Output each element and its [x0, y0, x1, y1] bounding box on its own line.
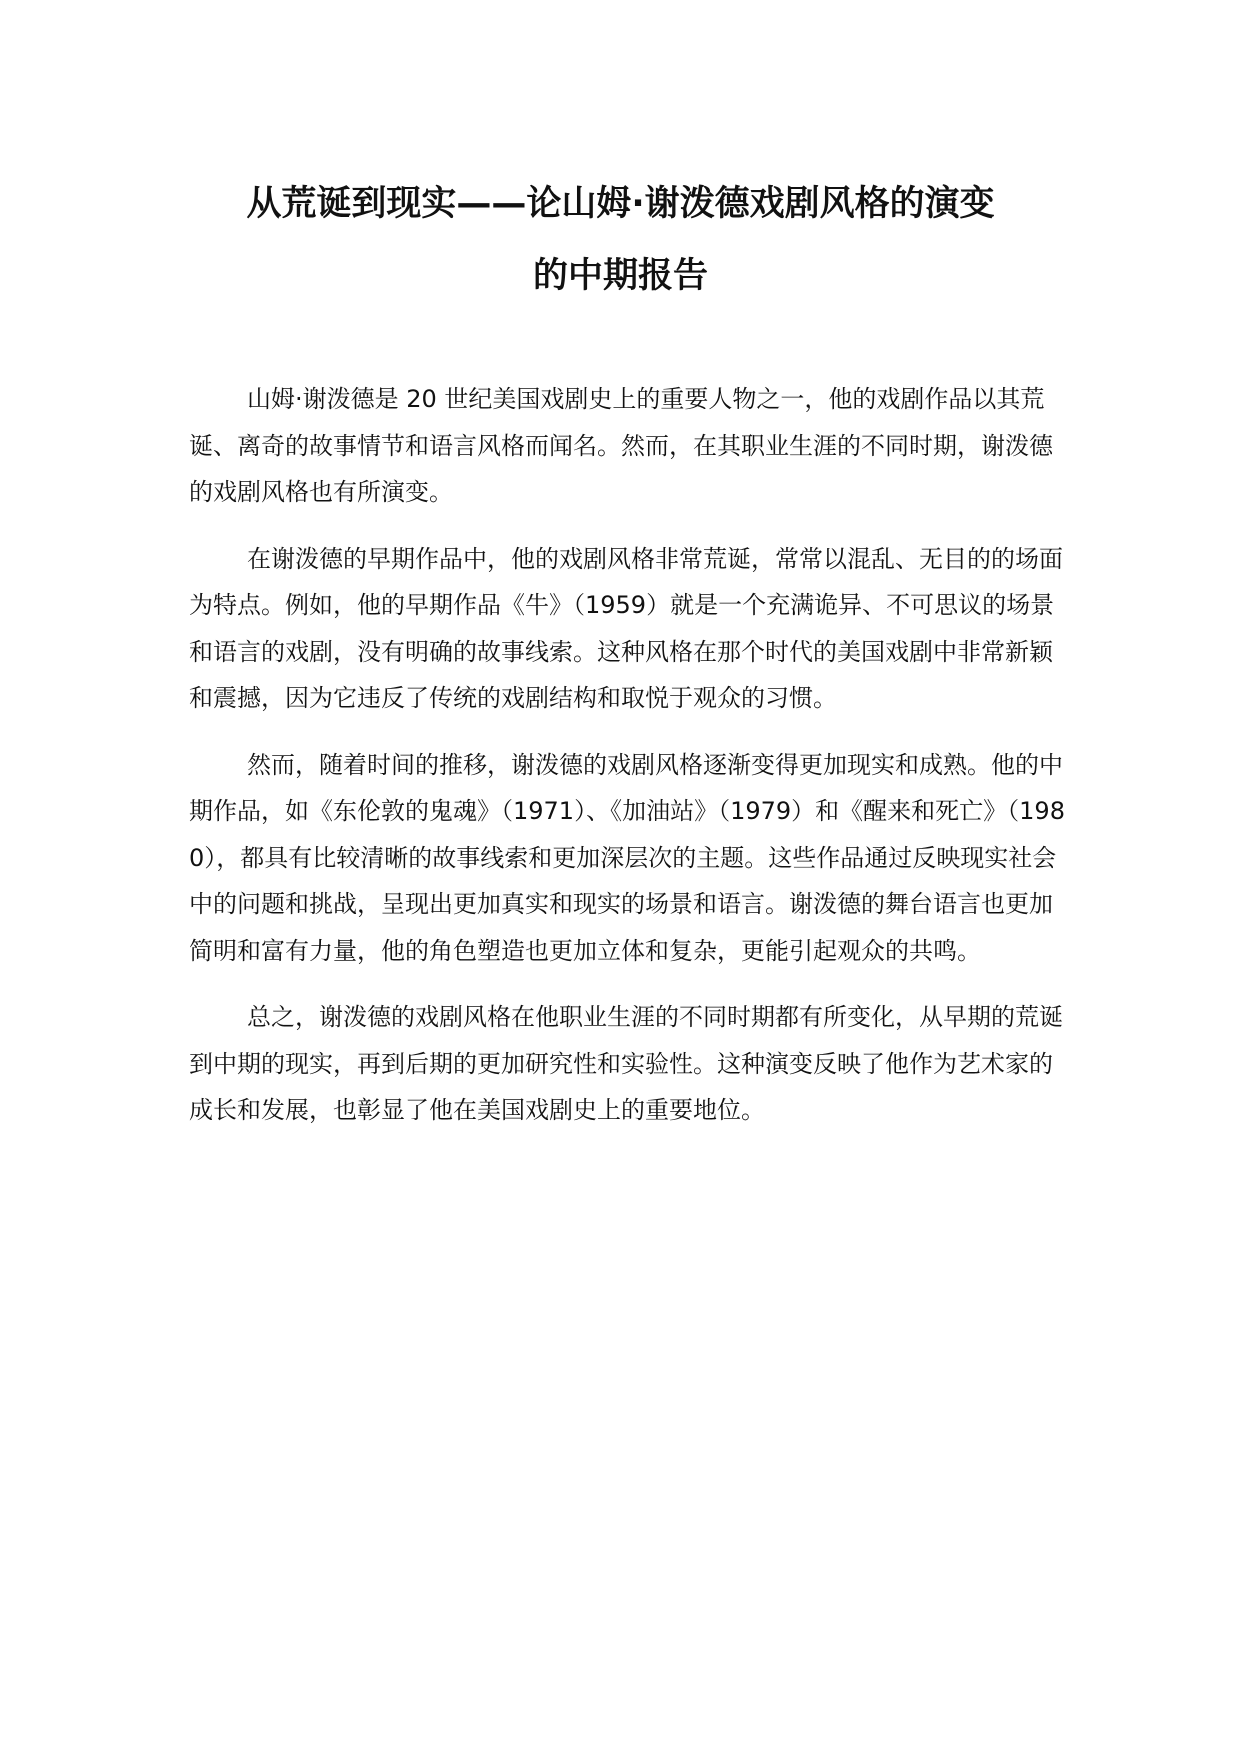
- document-title: [150, 168, 1091, 312]
- title-line-1: 从荒诞到现实——论山姆·谢泼德戏剧风格的演变: [246, 184, 995, 224]
- paragraph-2: 在谢泼德的早期作品中，他的戏剧风格非常荒诞，常常以混乱、无目的的场面为特点。例如，他的早期作品《牛》（1959）就是一个充满诡异、不可思议的场景和语言的戏剧，没有明确的故事线索。这种风格在那个时代的美国戏剧中非常新颖和震撼，因为它违反了传统的戏剧结构和取悦于观众的习惯。: [189, 544, 1063, 712]
- paragraph-4: 总之，谢泼德的戏剧风格在他职业生涯的不同时期都有所变化，从早期的荒诞到中期的现实，再到后期的更加研究性和实验性。这种演变反映了他作为艺术家的成长和发展，也彰显了他在美国戏剧史上的重要地位。: [189, 1003, 1063, 1124]
- document-body: [189, 376, 1069, 1154]
- paragraph-3: 然而，随着时间的推移，谢泼德的戏剧风格逐渐变得更加现实和成熟。他的中期作品，如《东伦敦的鬼魂》（1971）、《加油站》（1979）和《醒来和死亡》（1980），都具有比较清晰的故事线索和更加深层次的主题。这些作品通过反映现实社会中的问题和挑战，呈现出更加真实和现实的场景和语言。谢泼德的舞台语言也更加简明和富有力量，他的角色塑造也更加立体和复杂，更能引起观众的共鸣。: [189, 750, 1065, 965]
- paragraph-1: 山姆·谢泼德是 20 世纪美国戏剧史上的重要人物之一，他的戏剧作品以其荒诞、离奇的故事情节和语言风格而闻名。然而，在其职业生涯的不同时期，谢泼德的戏剧风格也有所演变。: [189, 385, 1053, 506]
- title-line-2: 的中期报告: [532, 256, 708, 296]
